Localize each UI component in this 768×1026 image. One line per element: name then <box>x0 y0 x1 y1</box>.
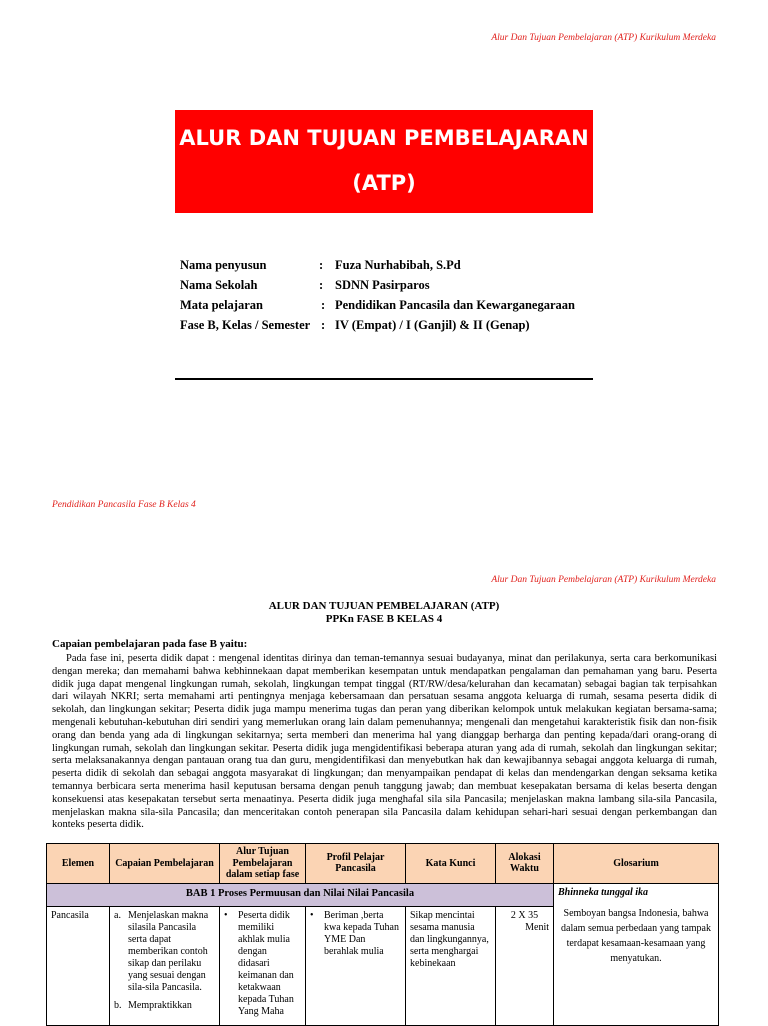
list-item <box>114 910 215 994</box>
list-marker: b. <box>114 999 122 1011</box>
table-row <box>47 883 719 906</box>
info-label: Fase B, Kelas / Semester <box>180 318 311 332</box>
doc-subtitle: PPKn FASE B KELAS 4 <box>325 613 443 625</box>
col-header-cp: Capaian Pembelajaran <box>110 844 220 884</box>
info-label: Nama Sekolah <box>180 278 258 292</box>
cell-profil <box>306 906 406 1025</box>
cell-cp <box>110 906 220 1025</box>
cell-kata-kunci: Sikap mencintai sesama manusia dan lingkungannya, serta menghargai kebinekaan <box>406 906 496 1025</box>
glossary-cell <box>554 883 719 1025</box>
info-label: Mata pelajaran <box>180 298 263 312</box>
list-text: Mempraktikkan <box>128 999 192 1011</box>
cp-body: Pada fase ini, peserta didik dapat : mengenal identitas dirinya dan teman-temannya sesuai budayanya, minat dan perilakunya, serta cara berkomunikasi dengan mereka; dan memahami bahwa kebhinnekaan dapat memberikan kesempatan untuk mendapatkan pengalaman dan pemahaman yang baru. Peserta didik juga dapat mengenal lingkungan rumah, sekolah, lingkungan tempat tinggal (RT/RW/desa/kelurahan dan kecamatan) sebagai bagian tak terpisahkan dari wilayah NKRI; serta memahami arti pentingnya menjaga kebersamaan dan persatuan sesama anggota keluarga di rumah, sesama peserta didik di sekolah, dan lingkungan sekitar; Peserta didik juga mampu menerima tugas dan peran yang diberikan kelompok untuk melakukan kegiatan bersama-sama; mengenali kebutuhan-kebutuhan diri sendiri yang memerlukan orang lain dalam pemenuhannya; mengenali dan mengetahui karakteristik fisik dan non-fisik orang dan benda yang ada di lingkungan sekitarnya; serta memberi dan menerima hal yang dianggap berharga dan penting kepada/dari orang-orang di lingkungan rumah, sekolah dan lingkungan sekitar. Peserta didik juga mengidentifikasi beberapa aturan yang ada di rumah, sekolah dan lingkungan sekitar; serta melaksanakannya dengan pantauan orang tua dan guru, mengidentifikasi dan menyebutkan hak dan kewajibannya sebagai anggota keluarga di rumah, peserta didik di sekolah dan sebagai anggota masyarakat di lingkungan; dan menyampaikan pendapat di kelas dan mendengarkan dengan seksama ketika temannya berbicara serta menerima hasil keputusan bersama dengan penuh tanggung jawab; dan membuat kesepakatan bersama di kelas beserta dengan konsekuensi atas kesepakatan tersebut serta menaatinya. Peserta didik juga menghafal sila sila Pancasila; menjelaskan makna lambang sila-sila Pancasila, menjelaskan makna sila-sila Pancasila; dan menceritakan contoh penerapan sila Pancasila dalam kehidupan sehari-hari sesuai dengan perkembangan dan konteks peserta didik. <box>52 653 717 831</box>
alokasi-value: 2 X 35 <box>510 909 539 921</box>
alokasi-unit: Menit <box>525 921 549 933</box>
info-row <box>180 258 660 278</box>
list-text: Beriman ,berta kwa kepada Tuhan YME Dan berahlak mulia <box>324 909 399 957</box>
info-value: IV (Empat) / I (Ganjil) & II (Genap) <box>335 318 530 332</box>
col-header-elemen: Elemen <box>47 844 110 884</box>
list-item <box>310 910 401 958</box>
glossary-term: Bhinneka tunggal ika <box>558 886 649 898</box>
page-header: Alur Dan Tujuan Pembelajaran (ATP) Kurikulum Merdeka <box>491 33 716 43</box>
col-header-atp: Alur Tujuan Pembelajaran dalam setiap fase <box>220 844 306 884</box>
info-value: Pendidikan Pancasila dan Kewarganegaraan <box>335 298 575 312</box>
list-item <box>224 910 301 1018</box>
table-header-row <box>47 844 719 884</box>
bullet-icon: • <box>224 909 228 921</box>
bab-heading: BAB 1 Proses Permuusan dan Nilai Nilai Pancasila <box>47 883 554 906</box>
col-header-glosarium: Glosarium <box>554 844 719 884</box>
divider <box>175 378 593 380</box>
info-value: Fuza Nurhabibah, S.Pd <box>335 258 461 272</box>
cp-heading: Capaian pembelajaran pada fase B yaitu: <box>52 638 248 650</box>
info-row <box>180 318 660 338</box>
list-text: Peserta didik memiliki akhlak mulia dengan didasari keimanan dan ketakwaan kepada Tuhan Yang Maha <box>238 909 294 1017</box>
title-banner <box>175 110 593 213</box>
bullet-icon: • <box>310 909 314 921</box>
info-colon: : <box>319 278 324 292</box>
info-label: Nama penyusun <box>180 258 267 272</box>
author-info <box>180 258 660 338</box>
title-line-2: (ATP) <box>352 171 416 195</box>
cell-atp <box>220 906 306 1025</box>
doc-title: ALUR DAN TUJUAN PEMBELAJARAN (ATP) <box>268 600 500 612</box>
cell-alokasi <box>496 906 554 1025</box>
info-colon: : <box>321 318 326 332</box>
info-value: SDNN Pasirparos <box>335 278 430 292</box>
list-text: Menjelaskan makna silasila Pancasila serta dapat memberikan contoh sikap dan perilaku yang sesuai dengan sila-sila Pancasila. <box>128 909 209 993</box>
list-marker: a. <box>114 909 121 921</box>
col-header-kata-kunci: Kata Kunci <box>406 844 496 884</box>
title-line-1: ALUR DAN TUJUAN PEMBELAJARAN <box>179 126 589 150</box>
glossary-definition: Semboyan bangsa Indonesia, bahwa dalam semua perbedaan yang tampak terdapat kesamaan-kesamaan yang menyatukan. <box>561 907 711 964</box>
info-colon: : <box>319 258 324 272</box>
cell-elemen: Pancasila <box>47 906 110 1025</box>
info-row <box>180 278 660 298</box>
info-colon: : <box>321 298 326 312</box>
col-header-alokasi: Alokasi Waktu <box>496 844 554 884</box>
atp-table <box>46 843 719 1026</box>
col-header-profil: Profil Pelajar Pancasila <box>306 844 406 884</box>
page-footer: Pendidikan Pancasila Fase B Kelas 4 <box>52 500 196 510</box>
list-item <box>114 1000 215 1012</box>
info-row <box>180 298 660 318</box>
page-header: Alur Dan Tujuan Pembelajaran (ATP) Kurikulum Merdeka <box>491 575 716 585</box>
